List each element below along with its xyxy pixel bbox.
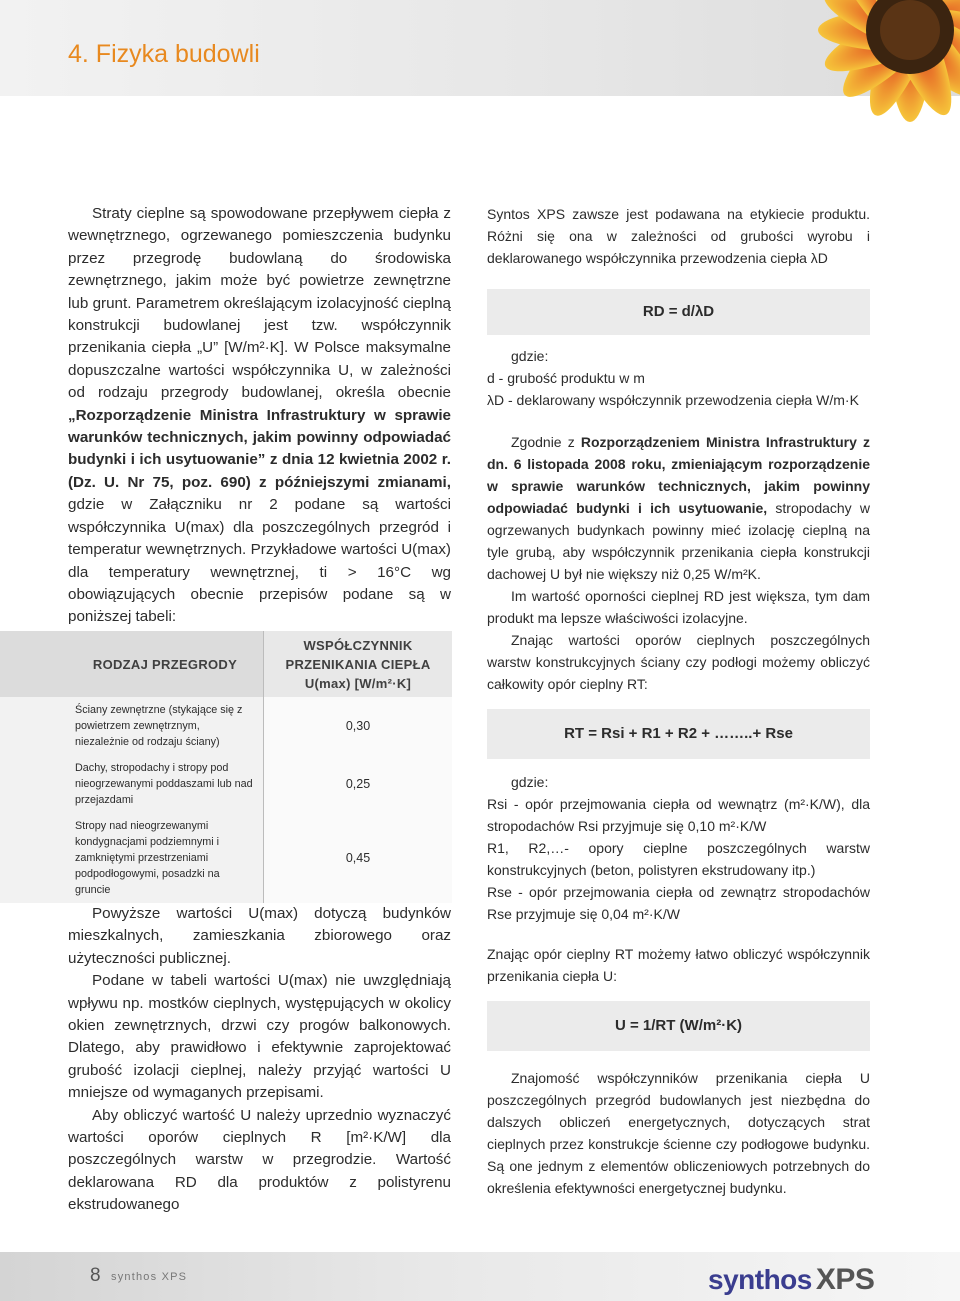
right-column: [487, 203, 870, 1199]
def-rsi: Rsi - opór przejmowania ciepła od wewnątrz (m²·K/W), dla stropodachów Rsi przyjmuje się 0,10 m²·K/W: [487, 796, 870, 834]
synthos-xps-logo: synthos XPS: [708, 1263, 875, 1296]
left-column-bottom: [68, 903, 451, 1217]
u-max-table: [0, 631, 452, 903]
table-header-u: WSPÓŁCZYNNIK PRZENIKANIA CIEPŁA U(max) [W/m²·K]: [264, 631, 453, 697]
where-label: gdzie:: [511, 348, 549, 364]
paragraph: Im wartość oporności cieplnej RD jest większa, tym dam produkt ma lepsze właściwości izolacyjne.: [487, 588, 870, 626]
left-column: [68, 203, 451, 629]
intro-paragraph: Straty cieplne są spowodowane przepływem ciepła z wewnętrznego, ogrzewanego pomieszczenia budynku przez przegrodę budowlaną do środowiska zewnętrznego, jakim może być powietrze zewnętrzne lub grunt. Parametrem określającym izolacyjność cieplną konstrukcji budowlanej jest tzw. współczynnik przenikania ciepła „U” [W/m²·K]. W Polsce maksymalne dopuszczalne wartości współczynnika U, w zależności od rodzaju przegrody budowlanej, określa obecnie „Rozporządzenie Ministra Infrastruktury w sprawie warunków technicznych, jakim powinny odpowiadać budynki i ich usytuowanie” z dnia 12 kwietnia 2002 r. (Dz. U. Nr 75, poz. 690) z późniejszymi zmianami, gdzie w Załączniku nr 2 podane są wartości współczynnika U(max) dla poszczególnych przegród i temperatur wewnętrznych. Przykładowe wartości U(max) dla temperatury wewnętrznej, ti > 16°C wg obowiązujących obecnie przepisów podane są w poniższej tabeli:: [68, 205, 451, 626]
paragraph: Podane w tabeli wartości U(max) nie uwzględniają wpływu np. mostków cieplnych, występujących w okolicy okien zewnętrznych, drzwi czy progów balkonowych. Dlatego, aby prawidłowo i efektywnie zaprojektować grubość izolacji cieplnej, należy przyjąć wartości U mniejsze od wymaganych przepisami.: [68, 972, 451, 1102]
paragraph: Znając opór cieplny RT możemy łatwo obliczyć współczynnik przenikania ciepła U:: [487, 946, 870, 984]
page-title: 4. Fizyka budowli: [68, 40, 260, 68]
table-header-type: RODZAJ PRZEGRODY: [0, 631, 264, 697]
paragraph: Znajomość współczynników przenikania ciepła U poszczególnych przegród budowlanych jest niezbędna do dalszych obliczeń energetycznych, dotyczących strat cieplnych przez konstrukcje ścienne czy podłogowe budynku. Są one jednym z elementów obliczeniowych potrzebnych do określenia efektywności energetycznej budynku.: [487, 1070, 870, 1196]
table-cell-value: 0,25: [264, 755, 453, 813]
formula-u: U = 1/RT (W/m²·K): [487, 1001, 870, 1051]
formula-rt: RT = Rsi + R1 + R2 + ……..+ Rse: [487, 709, 870, 759]
table-cell-type: Stropy nad nieogrzewanymi kondygnacjami podziemnymi i zamkniętymi przestrzeniami podpodłogowymi, posadzki na gruncie: [0, 813, 264, 903]
def-rse: Rse - opór przejmowania ciepła od zewnątrz stropodachów Rse przyjmuje się 0,04 m²·K/W: [487, 884, 870, 922]
table-cell-value: 0,30: [264, 697, 453, 755]
paragraph: Powyższe wartości U(max) dotyczą budynków mieszkalnych, zamieszkania zbiorowego oraz użyteczności publicznej.: [68, 905, 451, 967]
def-lambda: λD - deklarowany współczynnik przewodzenia ciepła W/m·K: [487, 392, 859, 408]
def-d: d - grubość produktu w m: [487, 370, 645, 386]
paragraph: Syntos XPS zawsze jest podawana na etykiecie produktu. Różni się ona w zależności od grubości wyrobu i deklarowanego współczynnika przewodzenia ciepła λD: [487, 206, 870, 266]
table-row: [0, 813, 452, 903]
table-row: [0, 697, 452, 755]
table-cell-value: 0,45: [264, 813, 453, 903]
footer-brand: synthos XPS: [111, 1271, 188, 1283]
formula-rd: RD = d/λD: [487, 289, 870, 335]
table-row: [0, 755, 452, 813]
paragraph: Zgodnie z Rozporządzeniem Ministra Infrastruktury z dn. 6 listopada 2008 roku, zmieniającym rozporządzenie w sprawie warunków technicznych, jakim powinny odpowiadać budynki i ich usytuowanie, stropodachy w ogrzewanych budynkach powinny mieć izolację cieplną na tyle grubą, aby współczynnik przenikania ciepła konstrukcji dachowej U był nie większy niż 0,25 W/m²K.: [487, 434, 870, 582]
page-number: 8: [90, 1265, 101, 1286]
def-r12: R1, R2,…- opory cieplne poszczególnych warstw konstrukcyjnych (beton, polistyren ekstrudowany itp.): [487, 840, 870, 878]
sunflower-image: [720, 0, 960, 190]
paragraph: Znając wartości oporów cieplnych poszczególnych warstw konstrukcyjnych ściany czy podłogi możemy obliczyć całkowity opór cieplny RT:: [487, 632, 870, 692]
where-label: gdzie:: [511, 774, 549, 790]
table-cell-type: Ściany zewnętrzne (stykające się z powietrzem zewnętrznym, niezależnie od rodzaju ściany): [0, 697, 264, 755]
paragraph: Aby obliczyć wartość U należy uprzednio wyznaczyć wartości oporów cieplnych R [m²·K/W] dla poszczególnych warstw w przegrodzie. Wartość deklarowana RD dla produktów z polistyrenu ekstrudowanego: [68, 1106, 451, 1214]
regulation-title: „Rozporządzenie Ministra Infrastruktury w sprawie warunków technicznych, jakim powinny odpowiadać budynki i ich usytuowanie” z dnia 12 kwietnia 2002 r. (Dz. U. Nr 75, poz. 690) z późniejszymi zmianami,: [68, 406, 451, 491]
table-cell-type: Dachy, stropodachy i stropy pod nieogrzewanymi poddaszami lub nad przejazdami: [0, 755, 264, 813]
